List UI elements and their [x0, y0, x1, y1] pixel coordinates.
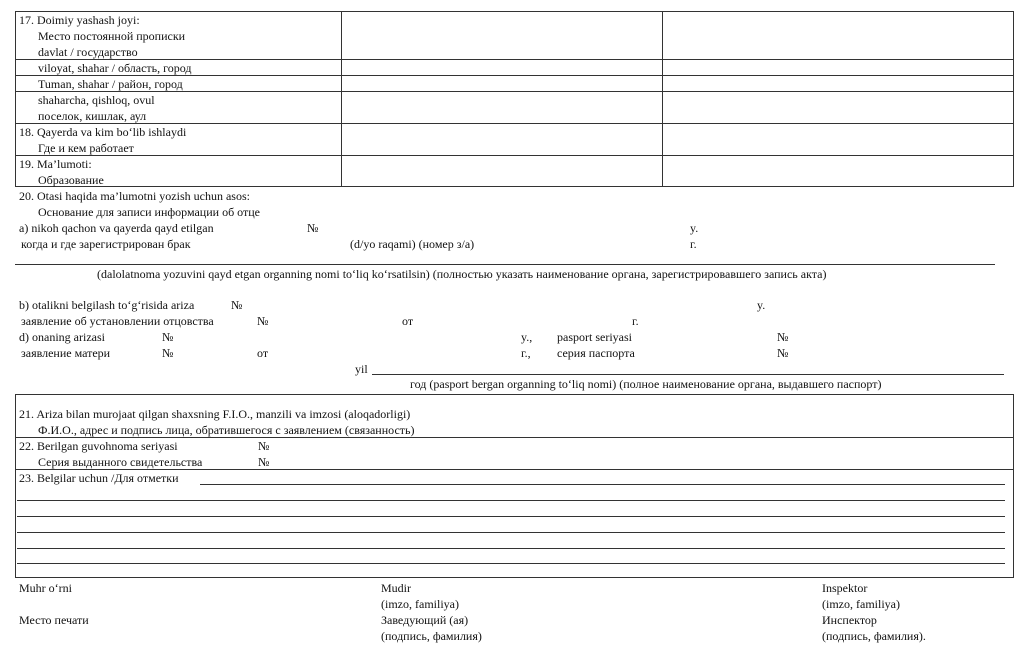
- mother-year-ru: г.,: [521, 346, 531, 360]
- head-label-ru: Заведующий (ая): [381, 613, 469, 627]
- notes-line: [17, 548, 1005, 549]
- section-20-title: 20. Otasi haqida ma’lumotni yozish uchun asos:: [19, 189, 250, 203]
- paternity-label: b) otalikni belgilash to‘g‘risida ariza: [19, 298, 195, 312]
- certificate-number-sign-ru: №: [258, 455, 270, 469]
- marriage-number-sign: №: [307, 221, 319, 235]
- mother-application-label-ru: заявление матери: [21, 346, 111, 360]
- inspector-label-ru: Инспектор: [822, 613, 877, 627]
- certificate-number-sign: №: [258, 439, 270, 453]
- field-21-label: 21. Ariza bilan murojaat qilgan shaxsning F.I.O., manzili va imzosi (aloqadorligi): [19, 407, 411, 421]
- mother-number-sign: №: [162, 330, 174, 344]
- marriage-label: a) nikoh qachon va qayerda qayd etilgan: [19, 221, 214, 235]
- paternity-number-sign-ru: №: [257, 314, 269, 328]
- head-label: Mudir: [381, 581, 411, 595]
- field-22-label: 22. Berilgan guvohnoma seriyasi: [19, 439, 178, 453]
- mother-year-uz: y.,: [521, 330, 533, 344]
- mother-from-ru: от: [257, 346, 269, 360]
- passport-issuer-line: [372, 374, 1004, 375]
- field-23-label: 23. Belgilar uchun /Для отметки: [19, 471, 179, 485]
- passport-number-sign-ru: №: [777, 346, 789, 360]
- head-signature-caption-ru: (подпись, фамилия): [381, 629, 482, 643]
- act-number-caption: (d/yo raqami) (номер з/а): [350, 237, 475, 251]
- organ-name-line: [15, 264, 995, 265]
- passport-number-sign: №: [777, 330, 789, 344]
- table-column-divider: [662, 11, 663, 187]
- field-19-label-ru: Образование: [38, 173, 104, 187]
- mother-number-sign-ru: №: [162, 346, 174, 360]
- inspector-label: Inspektor: [822, 581, 868, 595]
- marriage-year-uz: y.: [690, 221, 699, 235]
- country-label: davlat / государство: [38, 45, 138, 59]
- inspector-signature-caption: (imzo, familiya): [822, 597, 900, 611]
- notes-line: [17, 563, 1005, 564]
- field-22-label-ru: Серия выданного свидетельства: [38, 455, 203, 469]
- notes-line: [200, 484, 1005, 485]
- notes-line: [17, 516, 1005, 517]
- seal-place-label-ru: Место печати: [19, 613, 89, 627]
- passport-series-label: pasport seriyasi: [557, 330, 632, 344]
- field-18-label-ru: Где и кем работает: [38, 141, 134, 155]
- notes-line: [17, 500, 1005, 501]
- settlement-label-ru: поселок, кишлак, аул: [38, 109, 147, 123]
- notes-line: [17, 532, 1005, 533]
- passport-year-label: yil: [355, 362, 368, 376]
- inspector-signature-caption-ru: (подпись, фамилия).: [822, 629, 926, 643]
- marriage-label-ru: когда и где зарегистрирован брак: [21, 237, 191, 251]
- table-row-divider: [15, 155, 1014, 156]
- paternity-label-ru: заявление об установлении отцовства: [21, 314, 214, 328]
- seal-place-label: Muhr o‘rni: [19, 581, 72, 595]
- settlement-label: shaharcha, qishloq, ovul: [38, 93, 155, 107]
- head-signature-caption: (imzo, familiya): [381, 597, 459, 611]
- marriage-year-ru: г.: [690, 237, 697, 251]
- paternity-year-ru: г.: [632, 314, 639, 328]
- paternity-from-ru: от: [402, 314, 414, 328]
- field-19-label: 19. Ma’lumoti:: [19, 157, 92, 171]
- table-column-divider: [341, 11, 342, 187]
- mother-application-label: d) onaning arizasi: [19, 330, 105, 344]
- paternity-number-sign: №: [231, 298, 243, 312]
- organ-name-caption: (dalolatnoma yozuvini qayd etgan organning nomi to‘liq ko‘rsatilsin) (полностью указать наименование органа, зарегистрировавшего запись акта): [97, 267, 827, 281]
- region-label: viloyat, shahar / область, город: [38, 61, 192, 75]
- field-17-label: 17. Doimiy yashash joyi:: [19, 13, 140, 27]
- field-21-label-ru: Ф.И.О., адрес и подпись лица, обратившегося с заявлением (связанность): [38, 423, 415, 437]
- passport-series-label-ru: серия паспорта: [557, 346, 635, 360]
- field-17-label-ru: Место постоянной прописки: [38, 29, 186, 43]
- passport-issuer-caption: год (pasport bergan organning to‘liq nomi) (полное наименование органа, выдавшего паспорт): [410, 377, 882, 391]
- district-label: Tuman, shahar / район, город: [38, 77, 183, 91]
- field-18-label: 18. Qayerda va kim bo‘lib ishlaydi: [19, 125, 187, 139]
- paternity-year-uz: y.: [757, 298, 766, 312]
- section-20-title-ru: Основание для записи информации об отце: [38, 205, 261, 219]
